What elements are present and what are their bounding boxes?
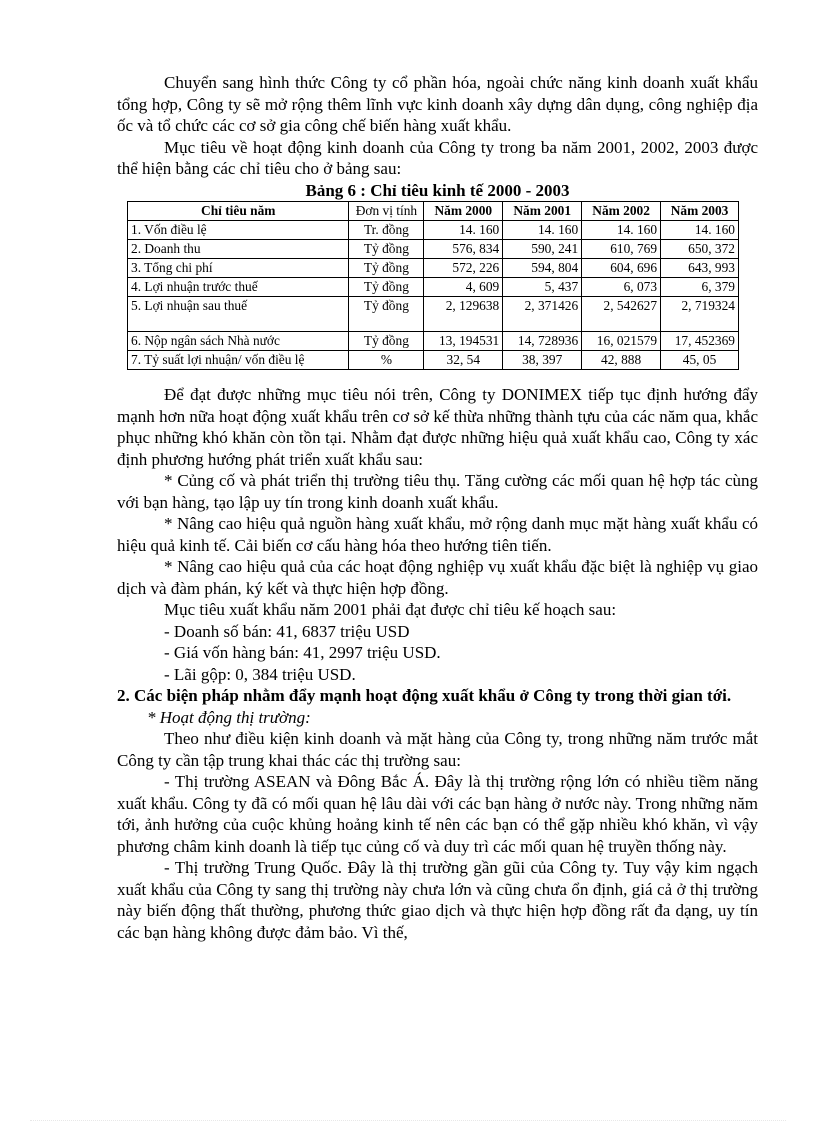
cell-2001: 38, 397 bbox=[503, 351, 582, 370]
header-year-2001: Năm 2001 bbox=[503, 202, 582, 221]
cell-2000: 572, 226 bbox=[424, 259, 503, 278]
row-unit: Tr. đồng bbox=[349, 221, 424, 240]
cell-2000: 14. 160 bbox=[424, 221, 503, 240]
table-title: Bảng 6 : Chỉ tiêu kinh tế 2000 - 2003 bbox=[305, 180, 570, 200]
cell-2001: 14. 160 bbox=[503, 221, 582, 240]
row-unit: % bbox=[349, 351, 424, 370]
paragraph-intro: Chuyển sang hình thức Công ty cổ phần hóa, ngoài chức năng kinh doanh xuất khẩu tổng hợp, Công ty sẽ mở rộng thêm lĩnh vực kinh doanh xây dựng dân dụng, công nghiệp địa ốc và tổ chức các cơ sở gia công chế biến hàng xuất khẩu. bbox=[117, 73, 758, 135]
row-label: 6. Nộp ngân sách Nhà nước bbox=[128, 332, 349, 351]
cell-2001: 5, 437 bbox=[503, 278, 582, 297]
cell-2003: 17, 452369 bbox=[661, 332, 739, 351]
cell-2000: 4, 609 bbox=[424, 278, 503, 297]
cell-2001: 2, 371426 bbox=[503, 297, 582, 332]
table-row bbox=[128, 240, 739, 259]
bullet-cost: - Giá vốn hàng bán: 41, 2997 triệu USD. bbox=[164, 643, 441, 662]
header-indicator: Chỉ tiêu năm bbox=[128, 202, 349, 221]
cell-2003: 45, 05 bbox=[661, 351, 739, 370]
economic-indicators-table bbox=[127, 201, 739, 370]
header-year-2003: Năm 2003 bbox=[661, 202, 739, 221]
cell-2001: 594, 804 bbox=[503, 259, 582, 278]
row-label: 5. Lợi nhuận sau thuế bbox=[128, 297, 349, 332]
paragraph-targets: Mục tiêu về hoạt động kinh doanh của Công ty trong ba năm 2001, 2002, 2003 được thể hiện bằng các chỉ tiêu cho ở bảng sau: bbox=[117, 137, 758, 178]
table-row bbox=[128, 259, 739, 278]
cell-2000: 13, 194531 bbox=[424, 332, 503, 351]
row-unit: Tỷ đồng bbox=[349, 240, 424, 259]
cell-2003: 2, 719324 bbox=[661, 297, 739, 332]
cell-2003: 6, 379 bbox=[661, 278, 739, 297]
header-year-2002: Năm 2002 bbox=[582, 202, 661, 221]
row-label: 2. Doanh thu bbox=[128, 240, 349, 259]
paragraph-export-target: Mục tiêu xuất khẩu năm 2001 phải đạt được chỉ tiêu kế hoạch sau: bbox=[164, 600, 617, 619]
cell-2001: 590, 241 bbox=[503, 240, 582, 259]
cell-2001: 14, 728936 bbox=[503, 332, 582, 351]
cell-2003: 643, 993 bbox=[661, 259, 739, 278]
cell-2000: 576, 834 bbox=[424, 240, 503, 259]
bullet-gross-profit: - Lãi gộp: 0, 384 triệu USD. bbox=[164, 664, 356, 684]
table-header-row bbox=[128, 202, 739, 221]
row-label: 4. Lợi nhuận trước thuế bbox=[128, 278, 349, 297]
cell-2002: 42, 888 bbox=[582, 351, 661, 370]
cell-2003: 14. 160 bbox=[661, 221, 739, 240]
table-row bbox=[128, 351, 739, 370]
table-row bbox=[128, 278, 739, 297]
row-unit: Tỷ đồng bbox=[349, 332, 424, 351]
row-unit: Tỷ đồng bbox=[349, 278, 424, 297]
cell-2000: 32, 54 bbox=[424, 351, 503, 370]
subsection-heading: * Hoạt động thị trường: bbox=[147, 707, 311, 727]
paragraph-asean-market: - Thị trường ASEAN và Đông Bắc Á. Đây là thị trường rộng lớn có nhiều tiềm năng xuất khẩu. Công ty đã có mối quan hệ lâu dài với các bạn hàng ở nước này. Trong những năm tới, ảnh hưởng của cuộc khủng hoảng kinh tế nên các bạn có thể gặp nhiều khó khăn, vì vậy phương châm kinh doanh là tiếp tục củng cố và duy trì các mối quan hệ truyền thống này. bbox=[117, 772, 758, 856]
row-unit: Tỷ đồng bbox=[349, 259, 424, 278]
row-label: 1. Vốn điều lệ bbox=[128, 221, 349, 240]
cell-2000: 2, 129638 bbox=[424, 297, 503, 332]
paragraph-market-goal: * Củng cố và phát triển thị trường tiêu thụ. Tăng cường các mối quan hệ hợp tác cùng với bạn hàng, tạo lập uy tín trong kinh doanh xuất khẩu. bbox=[117, 471, 758, 512]
document-page bbox=[117, 72, 758, 943]
cell-2002: 604, 696 bbox=[582, 259, 661, 278]
header-unit: Đơn vị tính bbox=[349, 202, 424, 221]
table-row bbox=[128, 297, 739, 332]
row-unit: Tỷ đồng bbox=[349, 297, 424, 332]
row-label: 7. Tỷ suất lợi nhuận/ vốn điều lệ bbox=[128, 351, 349, 370]
header-year-2000: Năm 2000 bbox=[424, 202, 503, 221]
paragraph-operations-goal: * Nâng cao hiệu quả của các hoạt động nghiệp vụ xuất khẩu đặc biệt là nghiệp vụ giao dịch và đàm phán, ký kết và thực hiện hợp đồng. bbox=[117, 557, 758, 598]
cell-2002: 16, 021579 bbox=[582, 332, 661, 351]
paragraph-source-goal: * Nâng cao hiệu quả nguồn hàng xuất khẩu, mở rộng danh mục mặt hàng xuất khẩu có hiệu quả kinh tế. Cải biến cơ cấu hàng hóa theo hướng tiên tiến. bbox=[117, 514, 758, 555]
paragraph-china-market: - Thị trường Trung Quốc. Đây là thị trường gần gũi của Công ty. Tuy vậy kim ngạch xuất khẩu của Công ty sang thị trường này chưa lớn và cũng chưa ổn định, giá cả ở thị trường này biến động thất thường, phương thức giao dịch và thực hiện hợp đồng rất đa dạng, uy tín các bạn hàng không được đảm bảo. Vì thế, bbox=[117, 858, 758, 942]
table-row bbox=[128, 332, 739, 351]
row-label: 3. Tổng chi phí bbox=[128, 259, 349, 278]
section-heading: 2. Các biện pháp nhằm đẩy mạnh hoạt động xuất khẩu ở Công ty trong thời gian tới. bbox=[117, 686, 732, 705]
cell-2002: 14. 160 bbox=[582, 221, 661, 240]
cell-2002: 610, 769 bbox=[582, 240, 661, 259]
table-row bbox=[128, 221, 739, 240]
cell-2003: 650, 372 bbox=[661, 240, 739, 259]
paragraph-orientation: Để đạt được những mục tiêu nói trên, Công ty DONIMEX tiếp tục định hướng đẩy mạnh hơn nữa hoạt động xuất khẩu trên cơ sở kế thừa những thành tựu của các năm qua, khắc phục những khó khăn còn tồn tại. Nhằm đạt được những hiệu quả xuất khẩu cao, Công ty xác định phương hướng phát triển xuất khẩu sau: bbox=[117, 385, 758, 469]
paragraph-markets-intro: Theo như điều kiện kinh doanh và mặt hàng của Công ty, trong những năm trước mắt Công ty cần tập trung khai thác các thị trường sau: bbox=[117, 729, 758, 770]
page-bottom-border bbox=[30, 1120, 786, 1121]
cell-2002: 2, 542627 bbox=[582, 297, 661, 332]
bullet-sales: - Doanh số bán: 41, 6837 triệu USD bbox=[164, 621, 410, 641]
cell-2002: 6, 073 bbox=[582, 278, 661, 297]
